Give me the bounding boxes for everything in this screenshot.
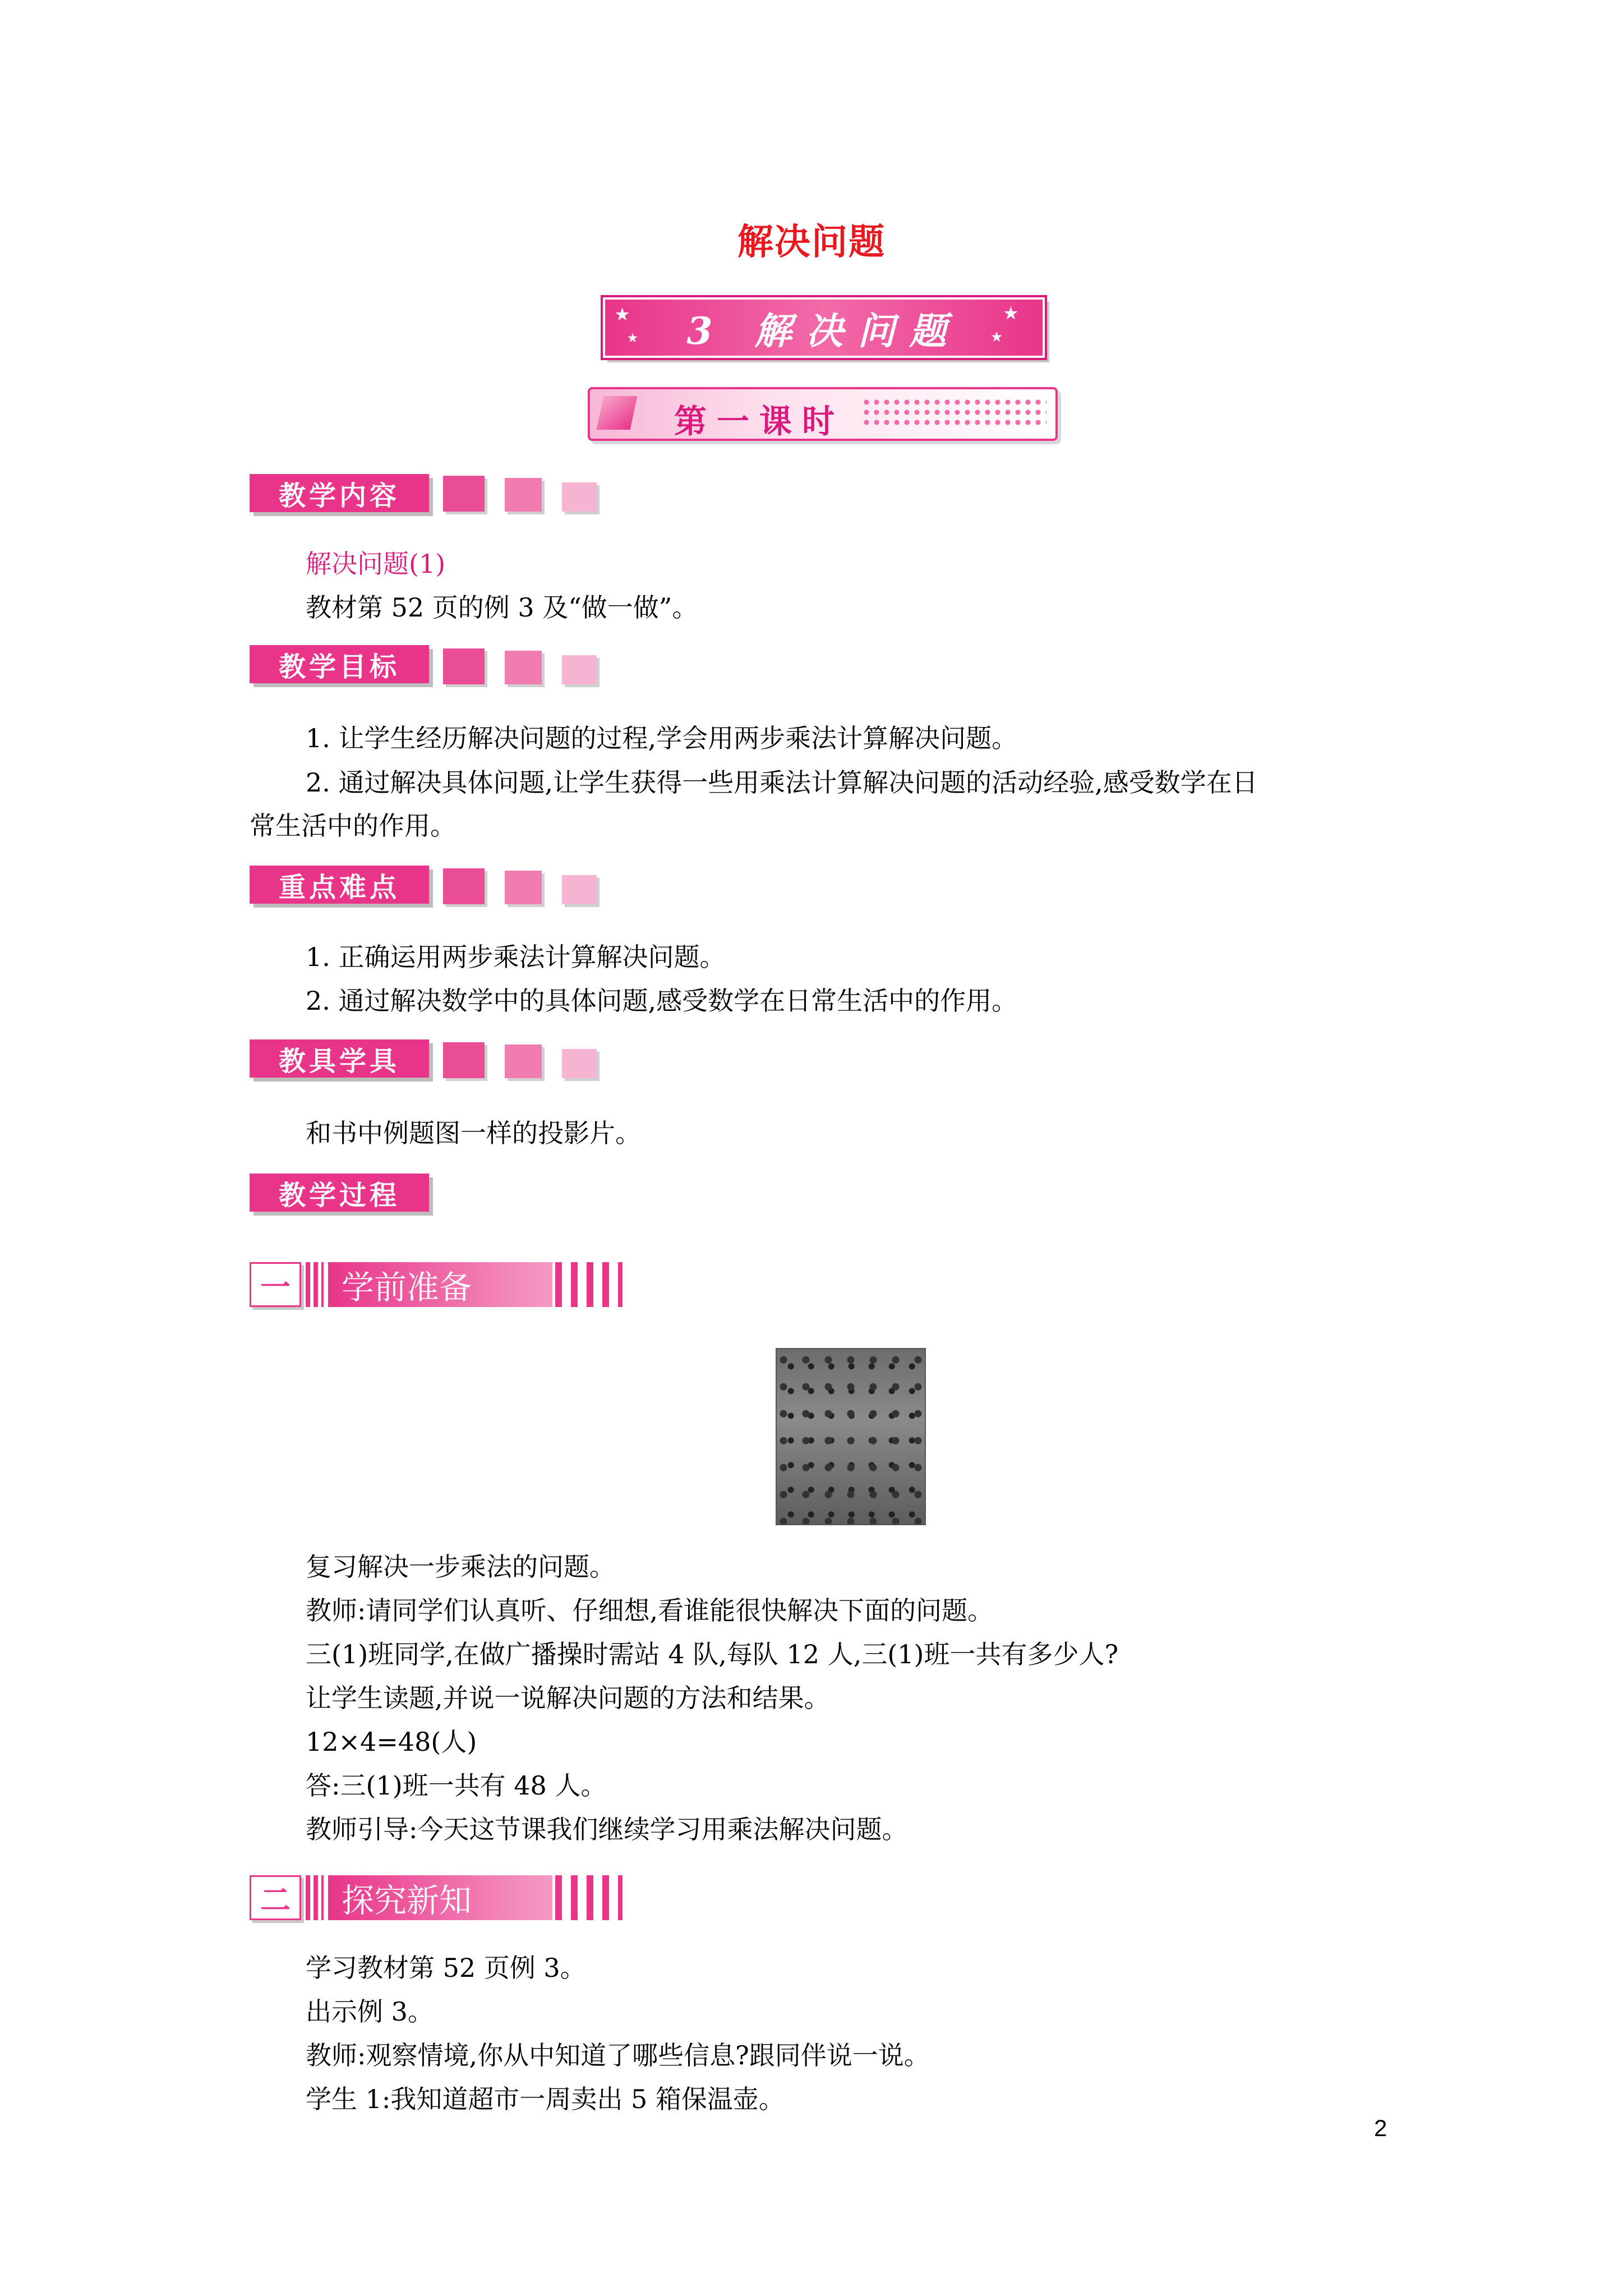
page-number: 2 <box>1374 2115 1387 2141</box>
decor-square <box>443 648 485 684</box>
stripe-decor <box>306 1875 324 1920</box>
stage-line: 教师引导:今天这节课我们继续学习用乘法解决问题。 <box>306 1814 908 1844</box>
decor-square <box>443 1042 485 1078</box>
page-title: 解决问题 <box>737 221 886 263</box>
star-icon: ★ <box>615 305 644 324</box>
stage-title: 学前准备 <box>328 1262 552 1307</box>
unit-banner-label: 3 解决问题 <box>686 309 961 353</box>
star-icon: ★ <box>991 330 1017 344</box>
stage-number: 二 <box>250 1875 301 1920</box>
content-line: 解决问题(1) <box>306 549 446 579</box>
goal-line: 常生活中的作用。 <box>250 811 456 841</box>
unit-banner <box>603 297 1045 358</box>
stage-bar-explore <box>250 1875 623 1919</box>
key-point-line: 2. 通过解决数学中的具体问题,感受数学在日常生活中的作用。 <box>306 986 1018 1016</box>
stage-number: 一 <box>250 1262 301 1307</box>
decor-square <box>562 875 597 904</box>
section-header-tools: 教具学具 <box>250 1039 429 1078</box>
decor-square <box>562 1049 597 1078</box>
stage-line: 学习教材第 52 页例 3。 <box>306 1953 586 1983</box>
section-header-goals: 教学目标 <box>250 645 429 683</box>
stage-line: 12×4=48(人) <box>306 1727 477 1757</box>
content-line: 教材第 52 页的例 3 及“做一做”。 <box>306 592 698 623</box>
section-header-process: 教学过程 <box>250 1174 429 1212</box>
star-icon: ★ <box>1003 304 1032 323</box>
goal-line: 1. 让学生经历解决问题的过程,学会用两步乘法计算解决问题。 <box>306 723 1018 753</box>
stage-line: 学生 1:我知道超市一周卖出 5 箱保温壶。 <box>306 2084 785 2114</box>
stage-line: 让学生读题,并说一说解决问题的方法和结果。 <box>306 1683 830 1713</box>
stage-line: 教师:请同学们认真听、仔细想,看谁能很快解决下面的问题。 <box>306 1595 994 1626</box>
stage-line: 答:三(1)班一共有 48 人。 <box>306 1770 607 1801</box>
decor-square <box>505 1045 542 1078</box>
stripe-decor <box>555 1875 623 1920</box>
key-point-line: 1. 正确运用两步乘法计算解决问题。 <box>306 942 726 972</box>
decor-square <box>505 651 542 684</box>
decor-square <box>562 482 597 512</box>
dot-pattern <box>861 397 1046 430</box>
decor-square <box>443 868 485 904</box>
stage-line: 教师:观察情境,你从中知道了哪些信息?跟同伴说一说。 <box>306 2040 930 2070</box>
stripe-decor <box>306 1262 324 1307</box>
stage-line: 三(1)班同学,在做广播操时需站 4 队,每队 12 人,三(1)班一共有多少人? <box>306 1639 1119 1669</box>
goal-line: 2. 通过解决具体问题,让学生获得一些用乘法计算解决问题的活动经验,感受数学在日 <box>306 767 1258 798</box>
tools-line: 和书中例题图一样的投影片。 <box>306 1118 641 1148</box>
stage-title: 探究新知 <box>328 1875 552 1920</box>
section-header-content: 教学内容 <box>250 474 429 512</box>
class-exercise-photo <box>776 1348 926 1525</box>
stage-line: 复习解决一步乘法的问题。 <box>306 1552 615 1582</box>
decor-square <box>443 476 485 512</box>
lesson-banner-label: 第一课时 <box>674 402 845 440</box>
decor-square <box>562 655 597 684</box>
star-icon: ★ <box>628 331 652 344</box>
stripe-decor <box>555 1262 623 1307</box>
decor-square <box>505 871 542 904</box>
section-header-key-points: 重点难点 <box>250 866 429 904</box>
stage-bar-prep <box>250 1262 623 1306</box>
lesson-banner <box>588 387 1058 441</box>
decor-square <box>505 478 542 512</box>
cube-icon <box>597 396 638 430</box>
stage-line: 出示例 3。 <box>306 1996 434 2027</box>
